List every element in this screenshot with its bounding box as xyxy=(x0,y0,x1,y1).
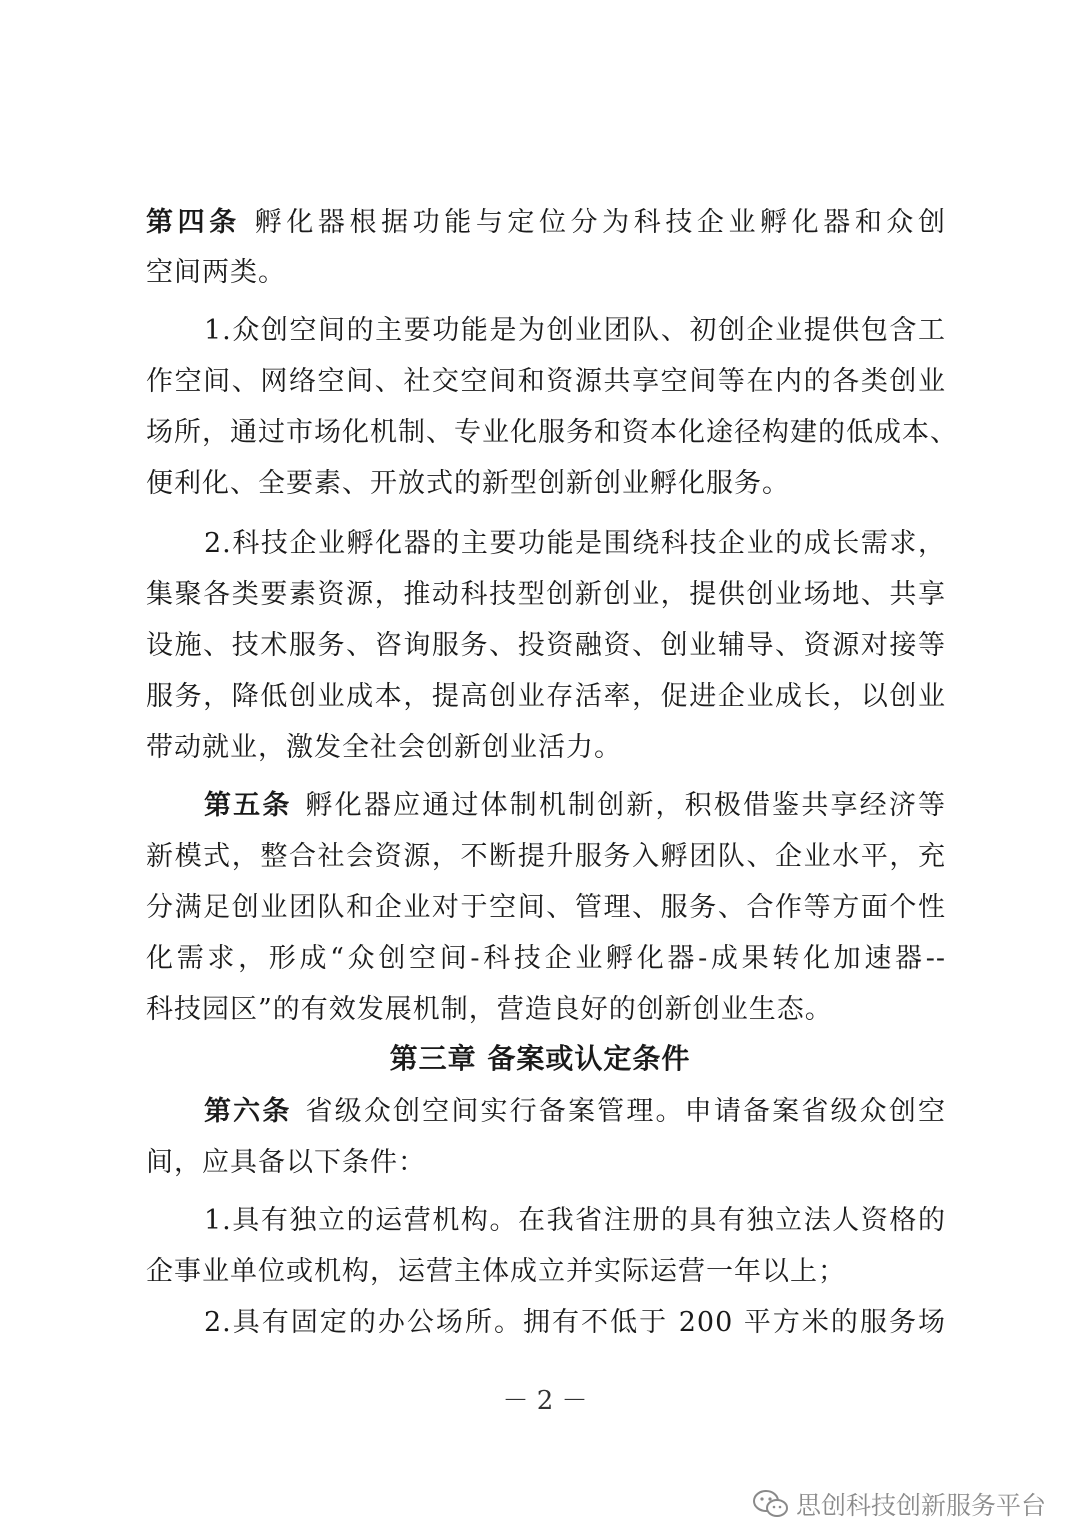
article-6-line-1 xyxy=(204,1094,946,1130)
article-5-text: 孵化器应通过体制机制创新，积极借鉴共享经济等 xyxy=(305,790,946,821)
watermark xyxy=(752,1486,1046,1522)
page-number: － 2 － xyxy=(502,1386,588,1416)
item-2-line-3: 设施、技术服务、咨询服务、投资融资、创业辅导、资源对接等 xyxy=(146,630,946,661)
item-2-line-1: 2.科技企业孵化器的主要功能是围绕科技企业的成长需求， xyxy=(204,528,946,559)
article-4-label: 第四条 xyxy=(146,207,241,238)
article-6-text: 省级众创空间实行备案管理。申请备案省级众创空 xyxy=(305,1096,946,1127)
article-5-line-4: 化需求，形成“众创空间-科技企业孵化器-成果转化加速器-- xyxy=(146,943,946,974)
article-4-line-2: 空间两类。 xyxy=(146,257,286,288)
article-5-line-1 xyxy=(204,788,946,824)
item-1-line-4: 便利化、全要素、开放式的新型创新创业孵化服务。 xyxy=(146,468,790,499)
condition-1-line-2: 企事业单位或机构，运营主体成立并实际运营一年以上； xyxy=(146,1256,846,1287)
chapter-heading: 第三章 备案或认定条件 xyxy=(389,1042,691,1075)
article-4-line-1 xyxy=(146,205,946,241)
wechat-icon xyxy=(752,1489,790,1519)
condition-2-line-1: 2.具有固定的办公场所。拥有不低于 200 平方米的服务场 xyxy=(204,1307,946,1338)
item-1-line-3: 场所，通过市场化机制、专业化服务和资本化途径构建的低成本、 xyxy=(146,417,958,448)
item-2-line-4: 服务，降低创业成本，提高创业存活率，促进企业成长，以创业 xyxy=(146,681,946,712)
item-2-line-2: 集聚各类要素资源，推动科技型创新创业，提供创业场地、共享 xyxy=(146,579,946,610)
article-6-line-2: 间，应具备以下条件： xyxy=(146,1147,426,1178)
watermark-text: 思创科技创新服务平台 xyxy=(795,1491,1046,1520)
article-5-line-2: 新模式，整合社会资源，不断提升服务入孵团队、企业水平，充 xyxy=(146,841,946,872)
article-6-label: 第六条 xyxy=(204,1096,292,1127)
item-1-line-1: 1.众创空间的主要功能是为创业团队、初创企业提供包含工 xyxy=(204,315,946,346)
item-1-line-2: 作空间、网络空间、社交空间和资源共享空间等在内的各类创业 xyxy=(146,366,946,397)
item-2-line-5: 带动就业，激发全社会创新创业活力。 xyxy=(146,732,622,763)
condition-1-line-1: 1.具有独立的运营机构。在我省注册的具有独立法人资格的 xyxy=(204,1205,946,1236)
article-4-text: 孵化器根据功能与定位分为科技企业孵化器和众创 xyxy=(254,207,946,238)
article-5-label: 第五条 xyxy=(204,790,292,821)
article-5-line-5: 科技园区”的有效发展机制，营造良好的创新创业生态。 xyxy=(146,994,833,1025)
article-5-line-3: 分满足创业团队和企业对于空间、管理、服务、合作等方面个性 xyxy=(146,892,946,923)
